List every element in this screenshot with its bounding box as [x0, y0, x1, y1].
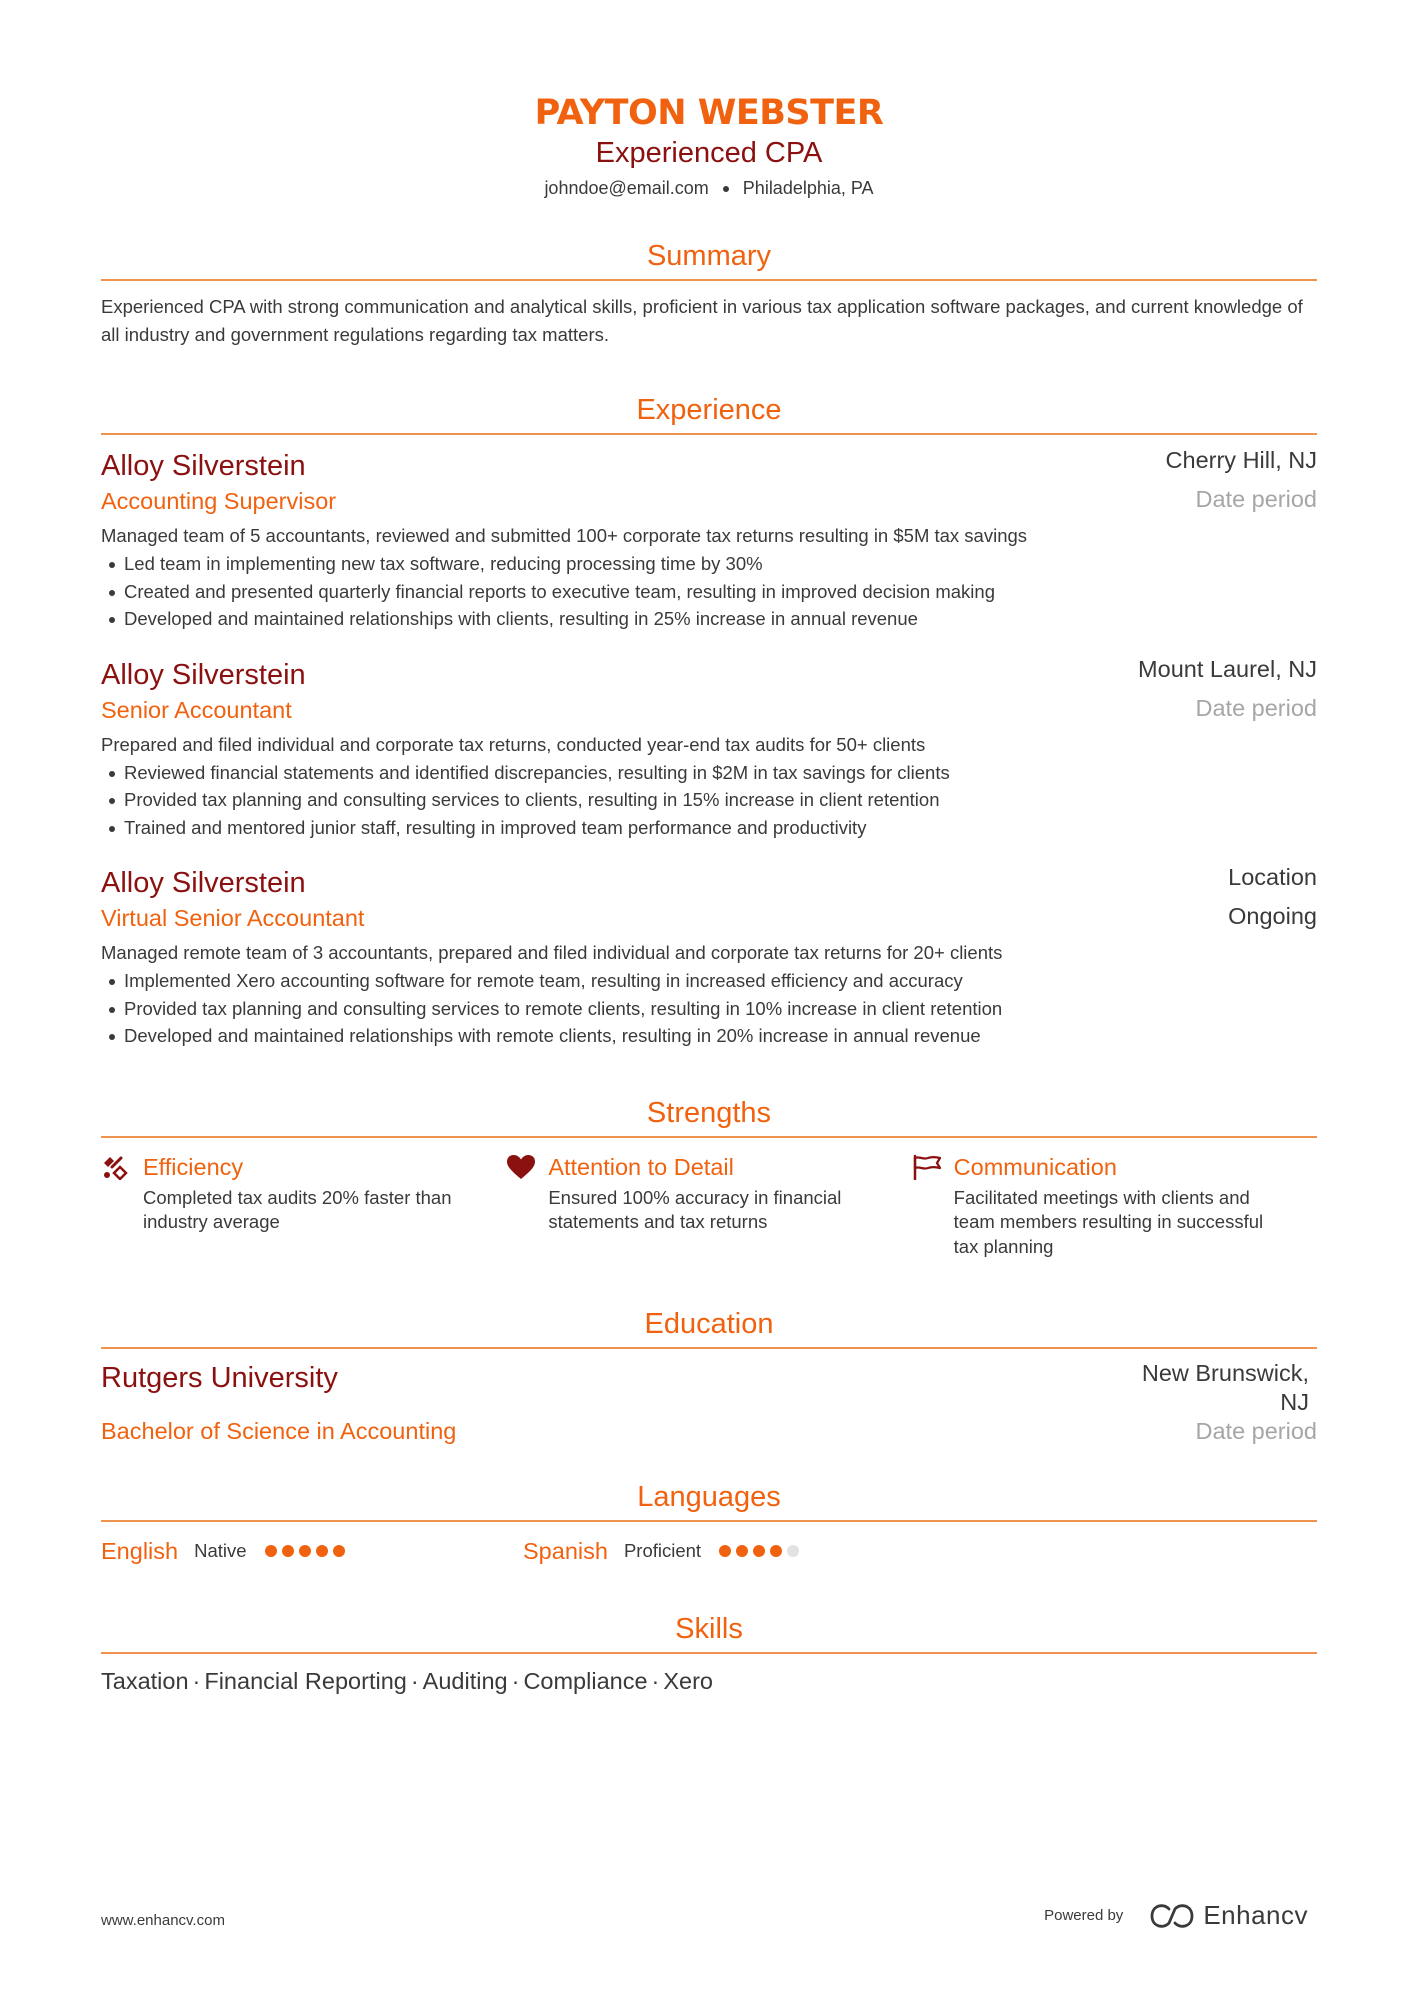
job-title: Virtual Senior Accountant	[101, 905, 365, 931]
rating-dot-filled	[770, 1545, 782, 1557]
candidate-headline: Experienced CPA	[595, 137, 823, 169]
job-title: Accounting Supervisor	[101, 488, 337, 514]
section-title-summary: Summary	[646, 240, 772, 272]
skills-list	[101, 1666, 1317, 1696]
strength-description: Ensured 100% accuracy in financial statements and tax returns	[548, 1186, 842, 1232]
powered-by-label: Powered by	[1044, 1907, 1124, 1924]
section-title-skills: Skills	[675, 1613, 743, 1645]
job-date: Date period	[1195, 486, 1317, 512]
job-location: Location	[1228, 864, 1317, 890]
footer-website[interactable]: www.enhancv.com	[101, 1912, 225, 1929]
job-date: Ongoing	[1228, 903, 1317, 929]
rating-dot-empty	[787, 1545, 799, 1557]
job-bullets	[101, 759, 1317, 842]
experience-entry	[101, 449, 1317, 633]
flag-icon	[912, 1152, 954, 1182]
job-bullet: Reviewed financial statements and identified discrepancies, resulting in $2M in tax savings for clients	[101, 759, 1317, 787]
bullet-separator-icon	[723, 186, 729, 192]
language-item	[523, 1536, 945, 1566]
candidate-name: PAYTON WEBSTER	[534, 93, 884, 133]
section-title-education: Education	[644, 1308, 774, 1340]
job-bullets	[101, 967, 1317, 1050]
strength-item	[101, 1152, 506, 1260]
language-item	[101, 1536, 523, 1566]
rating-dot-filled	[282, 1545, 294, 1557]
skill-item: Financial Reporting	[204, 1668, 407, 1694]
education-school: Rutgers University	[101, 1362, 338, 1394]
education-date: Date period	[1195, 1418, 1317, 1444]
language-name: Spanish	[523, 1538, 608, 1564]
language-name: English	[101, 1538, 179, 1564]
job-bullet: Implemented Xero accounting software for remote team, resulting in increased efficiency and accuracy	[101, 967, 1317, 995]
skill-separator: ·	[511, 1668, 520, 1694]
summary-text: Experienced CPA with strong communication and analytical skills, proficient in various tax application software packages, and current knowledge of all industry and government regulations regarding tax matters.	[101, 296, 1303, 345]
experience-section	[101, 393, 1317, 1050]
job-bullets	[101, 550, 1317, 633]
heart-icon	[506, 1152, 548, 1182]
brand-name: Enhancv	[1203, 1900, 1308, 1930]
section-title-experience: Experience	[636, 394, 782, 426]
strengths-section	[101, 1096, 1317, 1260]
strength-title: Attention to Detail	[548, 1153, 734, 1180]
contact-info	[101, 177, 1317, 199]
brand-logo[interactable]	[1149, 1900, 1308, 1931]
skill-separator: ·	[651, 1668, 660, 1694]
job-bullet: Developed and maintained relationships with clients, resulting in 25% increase in annual revenue	[101, 605, 1317, 633]
section-title-languages: Languages	[637, 1481, 781, 1513]
education-section	[101, 1307, 1317, 1451]
strength-description: Completed tax audits 20% faster than industry average	[143, 1186, 452, 1232]
languages-list	[101, 1534, 1317, 1568]
job-company: Alloy Silverstein	[101, 867, 306, 899]
rating-dot-filled	[316, 1545, 328, 1557]
job-description: Prepared and filed individual and corporate tax returns, conducted year-end tax audits for 50+ clients	[101, 733, 926, 755]
rating-dot-filled	[736, 1545, 748, 1557]
job-bullet: Provided tax planning and consulting services to clients, resulting in 15% increase in client retention	[101, 786, 1317, 814]
job-bullet: Provided tax planning and consulting services to remote clients, resulting in 10% increase in client retention	[101, 995, 1317, 1023]
job-title: Senior Accountant	[101, 696, 292, 723]
job-company: Alloy Silverstein	[101, 658, 306, 691]
section-divider	[101, 1520, 1317, 1522]
job-bullet: Led team in implementing new tax software, reducing processing time by 30%	[101, 550, 1317, 578]
strength-content	[143, 1152, 453, 1260]
contact-location: Philadelphia, PA	[742, 178, 874, 198]
education-degree: Bachelor of Science in Accounting	[101, 1418, 457, 1444]
strengths-list	[101, 1152, 1317, 1260]
job-bullet: Created and presented quarterly financial reports to executive team, resulting in improved decision making	[101, 578, 1317, 606]
rating-dot-filled	[333, 1545, 345, 1557]
language-rating	[719, 1545, 804, 1557]
skill-item: Taxation	[101, 1668, 189, 1694]
experience-entry	[101, 655, 1317, 842]
enhancv-logo-icon	[1149, 1904, 1195, 1928]
section-divider	[101, 433, 1317, 435]
skills-section	[101, 1612, 1317, 1696]
strength-title: Efficiency	[143, 1153, 244, 1180]
contact-email[interactable]: johndoe@email.com	[544, 178, 709, 198]
skill-separator: ·	[410, 1668, 419, 1694]
language-level: Native	[194, 1540, 247, 1561]
resume-header	[101, 0, 1317, 199]
languages-section	[101, 1480, 1317, 1568]
strength-content	[548, 1152, 858, 1260]
job-bullet: Trained and mentored junior staff, resulting in improved team performance and productivity	[101, 814, 1317, 842]
job-bullet: Developed and maintained relationships with remote clients, resulting in 20% increase in annual revenue	[101, 1022, 1317, 1050]
skill-separator: ·	[192, 1668, 201, 1694]
skill-item: Compliance	[523, 1668, 648, 1694]
strength-description: Facilitated meetings with clients and team members resulting in successful tax planning	[953, 1186, 1264, 1257]
job-description: Managed remote team of 3 accountants, prepared and filed individual and corporate tax returns for 20+ clients	[101, 942, 1003, 963]
rating-dot-filled	[299, 1545, 311, 1557]
job-description: Managed team of 5 accountants, reviewed and submitted 100+ corporate tax returns resulting in $5M tax savings	[101, 525, 1028, 546]
skill-item: Xero	[663, 1668, 713, 1694]
gauge-icon	[101, 1152, 143, 1182]
footer-branding	[1044, 1900, 1308, 1931]
skill-item: Auditing	[422, 1668, 508, 1694]
job-location: Cherry Hill, NJ	[1165, 447, 1317, 473]
section-divider	[101, 1136, 1317, 1138]
job-location: Mount Laurel, NJ	[1138, 655, 1317, 682]
language-rating	[265, 1545, 350, 1557]
strength-item	[506, 1152, 911, 1260]
education-location: New Brunswick, NJ	[1141, 1360, 1309, 1415]
strength-title: Communication	[953, 1153, 1117, 1180]
summary-section	[101, 239, 1317, 349]
experience-entry	[101, 866, 1317, 1050]
rating-dot-filled	[719, 1545, 731, 1557]
resume-page	[101, 0, 1317, 1696]
job-company: Alloy Silverstein	[101, 450, 306, 482]
strength-item	[912, 1152, 1317, 1260]
rating-dot-filled	[265, 1545, 277, 1557]
rating-dot-filled	[753, 1545, 765, 1557]
section-title-strengths: Strengths	[646, 1096, 772, 1129]
section-divider	[101, 1652, 1317, 1654]
section-divider	[101, 279, 1317, 281]
education-entry	[101, 1361, 1317, 1451]
job-date: Date period	[1195, 694, 1317, 721]
language-level: Proficient	[623, 1540, 702, 1561]
section-divider	[101, 1347, 1317, 1349]
strength-content	[954, 1152, 1264, 1260]
